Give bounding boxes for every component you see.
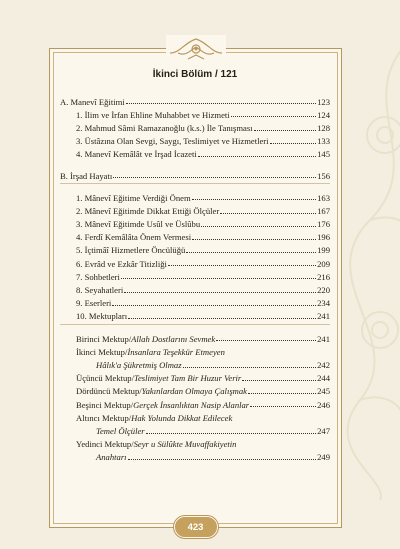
toc-item-row[interactable] (60, 255, 330, 268)
toc-entry-title: 4. Manevî Kemâlât ve İrşad İcazeti (76, 149, 197, 160)
toc-entry-page: 176 (317, 219, 330, 230)
leader-dots (128, 318, 316, 319)
toc-entry-title: B. İrşad Hayatı (60, 170, 113, 181)
letter-title: Allah Dostlarını Sevmek (131, 333, 216, 344)
section-gap (60, 159, 330, 167)
toc-letter-row[interactable] (60, 396, 330, 409)
toc-section-row[interactable] (60, 93, 330, 106)
letter-title: Gerçek İnsanlıktan Nasip Alanlar (133, 399, 250, 410)
leader-dots (192, 239, 316, 240)
leader-dots (112, 305, 316, 306)
leader-dots (216, 340, 316, 341)
toc-entry-title: 1. Mânevî Eğitime Verdiği Önem (76, 192, 191, 203)
toc-entry-page: 234 (317, 298, 330, 309)
toc-entry-page: 167 (317, 205, 330, 216)
toc-entry-page: 220 (317, 285, 330, 296)
toc-item-row[interactable] (60, 242, 330, 255)
letter-title-continuation: Hâlık'a Şükretmiş Olmaz (96, 359, 182, 370)
toc-entry-page: 133 (317, 136, 330, 147)
toc-item-row[interactable] (60, 268, 330, 281)
toc-letter-continuation-row[interactable] (60, 356, 330, 369)
toc-entry-page: 199 (317, 245, 330, 256)
top-ornament-icon (166, 35, 226, 63)
toc-entry-title: 9. Eserleri (76, 298, 112, 309)
toc-entry-page: 241 (317, 311, 330, 322)
toc-entry-title: İkinci Mektup/İnsanlara Teşekkür Etmeyen (76, 346, 225, 357)
chapter-heading: İkinci Bölüm / 121 (152, 69, 238, 80)
toc-entry-title: 4. Ferdî Kemâlâta Önem Vermesi (76, 232, 192, 243)
toc-entry-title: 7. Sohbetleri (76, 271, 120, 282)
toc-entry-page: 124 (317, 109, 330, 120)
toc-entry-title: 10. Mektupları (76, 311, 128, 322)
toc-item-row[interactable] (60, 146, 330, 159)
toc-item-row[interactable] (60, 281, 330, 294)
toc-entry-title: 5. İçtimâî Hizmetlere Öncülüğü (76, 245, 186, 256)
table-of-contents (60, 70, 330, 462)
leader-dots (146, 433, 316, 434)
toc-letter-row[interactable] (60, 370, 330, 383)
leader-dots (250, 406, 316, 407)
letter-head: Yedinci Mektup (76, 439, 132, 450)
toc-entry-page: 128 (317, 122, 330, 133)
leader-dots (231, 116, 316, 117)
toc-entry-title: 3. Üstâzına Olan Sevgi, Saygı, Teslimiyet ve Hizmetleri (76, 136, 269, 147)
toc-entry-page: 123 (317, 96, 330, 107)
toc-item-row[interactable] (60, 189, 330, 202)
toc-letter-row[interactable] (60, 383, 330, 396)
leader-dots (248, 393, 316, 394)
toc-letter-continuation-row[interactable] (60, 422, 330, 435)
section-divider (60, 324, 330, 325)
letter-title-continuation: Anahtarı (96, 452, 127, 463)
leader-dots (168, 265, 316, 266)
toc-entry-title: 1. İlim ve İrfan Ehline Muhabbet ve Hizmeti (76, 109, 230, 120)
toc-entry-page: 245 (317, 386, 330, 397)
toc-entry-page: 196 (317, 232, 330, 243)
letter-title: İnsanlara Teşekkür Etmeyen (127, 346, 225, 357)
letter-title: Yakınlardan Olmaya Çalışmak (141, 386, 247, 397)
toc-entry-page: 216 (317, 271, 330, 282)
leader-dots (242, 380, 316, 381)
letter-head: Dördüncü Mektup (76, 386, 140, 397)
letter-head: İkinci Mektup (76, 346, 125, 357)
toc-entry-page: 241 (317, 333, 330, 344)
toc-entry-page: 145 (317, 149, 330, 160)
letter-head: Beşinci Mektup (76, 399, 131, 410)
leader-dots (126, 103, 316, 104)
letter-head: Altıncı Mektup (76, 412, 129, 423)
leader-dots (198, 156, 316, 157)
toc-letter-continuation-row[interactable] (60, 449, 330, 462)
toc-item-row[interactable] (60, 202, 330, 215)
toc-entry-title: Yedinci Mektup/Seyr u Sülûkte Muvaffakiyetin (76, 439, 237, 450)
toc-entry-page: 242 (317, 359, 330, 370)
leader-dots (186, 252, 316, 253)
leader-dots (128, 459, 317, 460)
toc-entry-page: 246 (317, 399, 330, 410)
toc-entry-page: 163 (317, 192, 330, 203)
toc-entry-title: 2. Mahmud Sâmi Ramazanoğlu (k.s.) İle Tanışması (76, 122, 253, 133)
letter-head: Birinci Mektup (76, 333, 129, 344)
leader-dots (254, 130, 317, 131)
leader-dots (113, 177, 316, 178)
toc-entry-title: 6. Evrâd ve Ezkâr Titizliği (76, 258, 167, 269)
toc-entry-page: 244 (317, 373, 330, 384)
toc-entry-page: 247 (317, 425, 330, 436)
leader-dots (121, 278, 316, 279)
toc-item-row[interactable] (60, 216, 330, 229)
toc-entry-title: 3. Mânevî Eğitimde Usûl ve Üslûbu (76, 219, 201, 230)
toc-section-row[interactable] (60, 167, 330, 180)
toc-letter-row[interactable] (60, 330, 330, 343)
section-divider (60, 183, 330, 184)
toc-item-row[interactable] (60, 229, 330, 242)
leader-dots (220, 213, 316, 214)
toc-item-row[interactable] (60, 308, 330, 321)
toc-entry-title: Altıncı Mektup/Hak Yolunda Dikkat Edilecek (76, 412, 233, 423)
leader-dots (192, 199, 316, 200)
toc-entry-title: 8. Seyahatleri (76, 285, 124, 296)
toc-entry-title: Beşinci Mektup/Gerçek İnsanlıktan Nasip Alanlar (76, 399, 250, 410)
toc-letter-row[interactable] (60, 409, 330, 422)
toc-letter-row[interactable] (60, 436, 330, 449)
toc-item-row[interactable] (60, 295, 330, 308)
toc-entry-page: 156 (317, 170, 330, 181)
leader-dots (270, 143, 317, 144)
toc-entry-title: Üçüncü Mektup/Teslimiyet Tam Bir Huzur Verir (76, 373, 242, 384)
toc-item-row[interactable] (60, 119, 330, 132)
leader-dots (201, 226, 316, 227)
toc-entry-title: 2. Mânevî Eğitimde Dikkat Ettiği Ölçüler (76, 205, 220, 216)
toc-entry-page: 209 (317, 258, 330, 269)
toc-item-row[interactable] (60, 133, 330, 146)
letter-title-continuation: Temel Ölçüler (96, 425, 145, 436)
toc-entry-page: 249 (317, 452, 330, 463)
toc-entry-title: Dördüncü Mektup/Yakınlardan Olmaya Çalışmak (76, 386, 247, 397)
letter-title: Teslimiyet Tam Bir Huzur Verir (134, 373, 242, 384)
page-number-badge: 423 (174, 516, 218, 538)
toc-entry-title: Birinci Mektup/Allah Dostlarını Sevmek (76, 333, 216, 344)
leader-dots (183, 367, 317, 368)
letter-title: Seyr u Sülûkte Muvaffakiyetin (133, 439, 237, 450)
toc-letter-row[interactable] (60, 343, 330, 356)
toc-entry-title: A. Manevî Eğitimi (60, 96, 125, 107)
letter-head: Üçüncü Mektup (76, 373, 132, 384)
toc-item-row[interactable] (60, 106, 330, 119)
leader-dots (124, 292, 316, 293)
letter-title: Hak Yolunda Dikkat Edilecek (131, 412, 233, 423)
